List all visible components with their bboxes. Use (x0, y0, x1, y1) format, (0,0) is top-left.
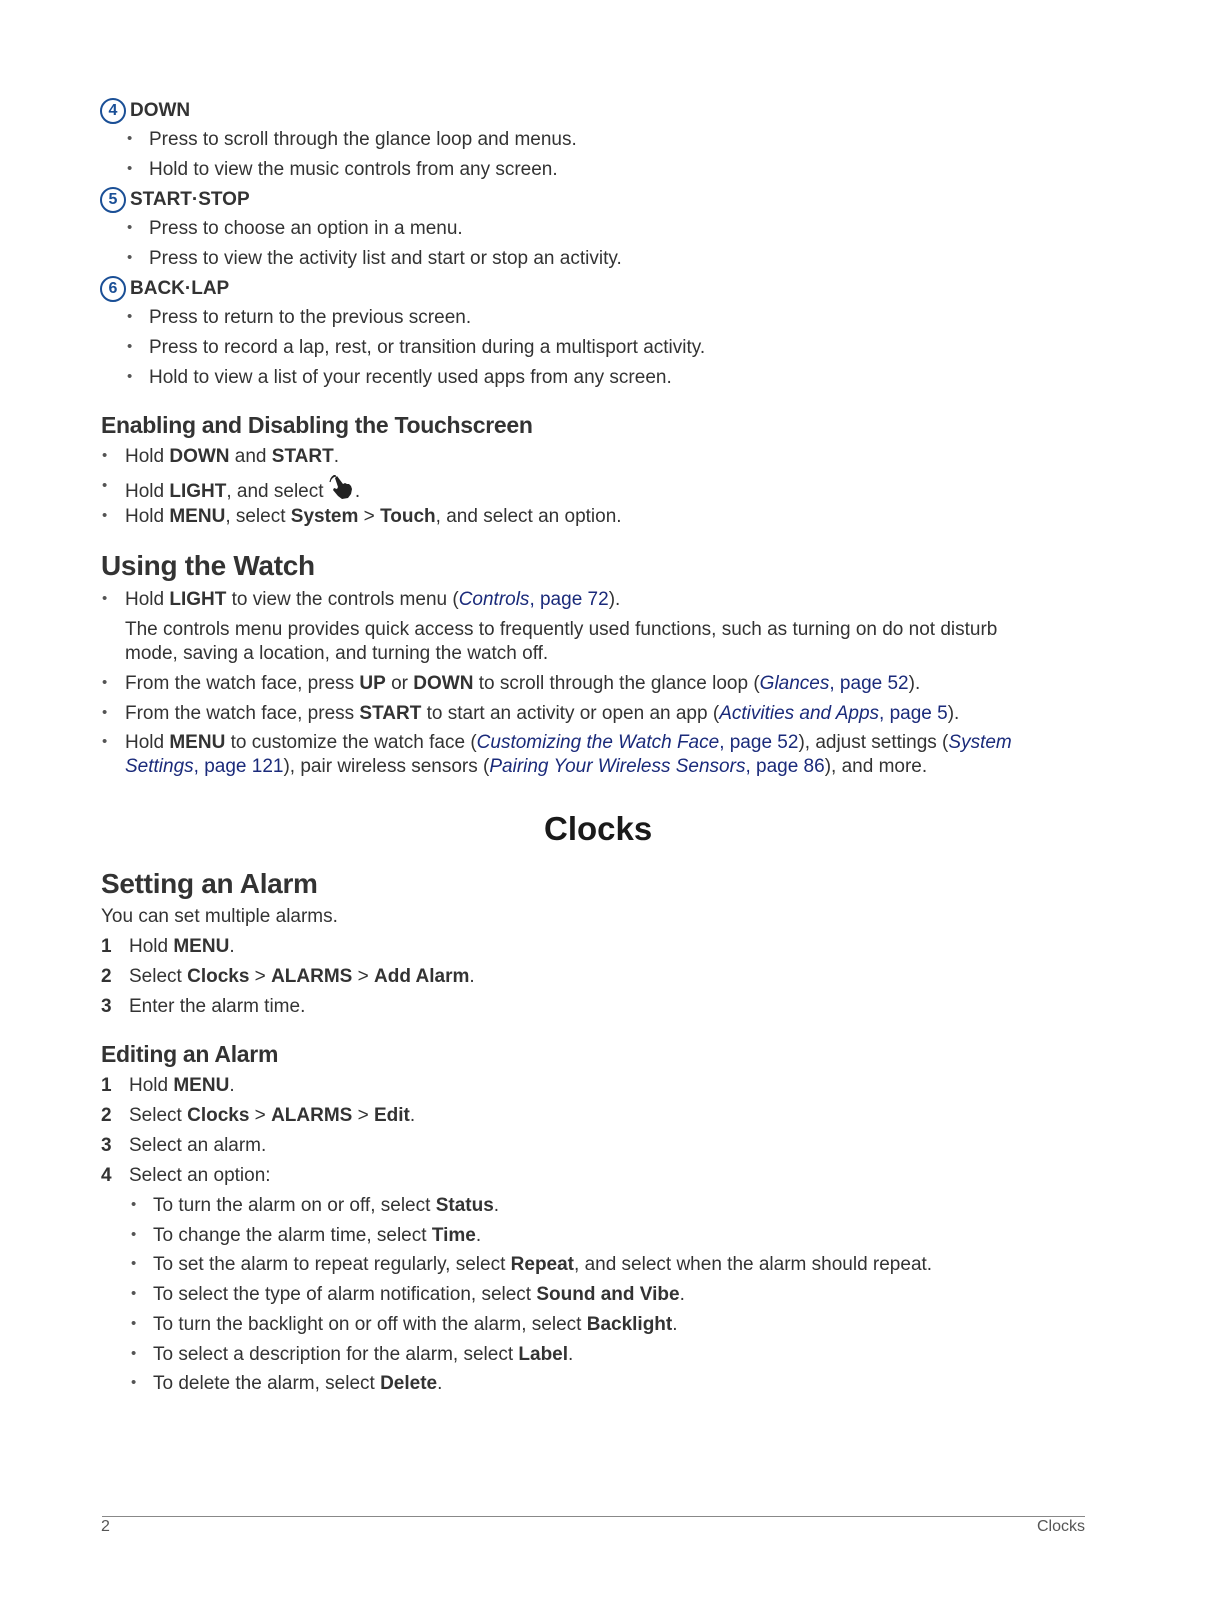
list-item-continuation: Settings, page 121), pair wireless sensors (Pairing Your Wireless Sensors, page 86), and more. (125, 756, 928, 777)
menu-item: Time (431, 1225, 476, 1246)
list-item: Press to record a lap, rest, or transition during a multisport activity. (149, 337, 706, 358)
section-heading-setting-alarm: Setting an Alarm (101, 868, 318, 899)
list-item: Hold LIGHT, and select . (125, 475, 360, 504)
option-item: To set the alarm to repeat regularly, select Repeat, and select when the alarm should repeat. (153, 1254, 933, 1275)
step-text: Select an alarm. (129, 1135, 267, 1156)
bullet: • (102, 674, 108, 691)
step-number: 3 (101, 996, 112, 1017)
menu-item: Backlight (586, 1314, 673, 1335)
menu-item: Repeat (510, 1254, 575, 1275)
key-label: BACK·LAP (130, 278, 230, 300)
option-item: To turn the alarm on or off, select Status. (153, 1195, 500, 1216)
link-customizing-watch-face[interactable]: Customizing the Watch Face, page 52 (476, 732, 799, 753)
step-text: Select Clocks > ALARMS > Add Alarm. (129, 966, 475, 987)
link-system-settings[interactable]: System (948, 732, 1012, 753)
option-item: To delete the alarm, select Delete. (153, 1373, 443, 1394)
page-number: 2 (101, 1518, 110, 1535)
key-heading-start-stop (100, 187, 250, 213)
bullet: • (102, 704, 108, 721)
bullet: • (102, 507, 108, 524)
footer-divider (102, 1516, 1085, 1517)
callout-number: 4 (100, 98, 126, 124)
bullet: • (131, 1315, 137, 1332)
list-item: Hold MENU to customize the watch face (Customizing the Watch Face, page 52), adjust settings (System (125, 732, 1012, 753)
paragraph-line: The controls menu provides quick access to frequently used functions, such as turning on do not disturb (125, 619, 998, 640)
menu-item: Add Alarm (374, 966, 470, 987)
bullet: • (131, 1255, 137, 1272)
option-item: To turn the backlight on or off with the alarm, select Backlight. (153, 1314, 678, 1335)
link-glances[interactable]: Glances, page 52 (759, 673, 909, 694)
key-name: MENU (169, 506, 226, 527)
callout-number: 5 (100, 187, 126, 213)
bullet: • (131, 1374, 137, 1391)
chapter-title: Clocks (544, 810, 653, 847)
key-name: DOWN (413, 673, 474, 694)
key-label: DOWN (130, 100, 191, 122)
bullet: • (102, 447, 108, 464)
key-name: DOWN (169, 446, 230, 467)
list-item: Press to choose an option in a menu. (149, 218, 463, 239)
key-name: MENU (173, 1075, 230, 1096)
bullet: • (127, 249, 133, 266)
menu-item: Delete (380, 1373, 438, 1394)
key-name: START (359, 703, 422, 724)
menu-item: ALARMS (271, 966, 353, 987)
menu-item: ALARMS (271, 1105, 353, 1126)
step-text: Enter the alarm time. (129, 996, 306, 1017)
list-item: Press to scroll through the glance loop and menus. (149, 129, 577, 150)
bullet: • (131, 1196, 137, 1213)
key-name: LIGHT (169, 589, 227, 610)
link-pairing-sensors[interactable]: Pairing Your Wireless Sensors, page 86 (489, 756, 825, 777)
intro-text: You can set multiple alarms. (101, 906, 338, 927)
key-name: MENU (169, 732, 226, 753)
bullet: • (131, 1345, 137, 1362)
list-item: Hold to view the music controls from any screen. (149, 159, 558, 180)
footer-section-name: Clocks (1037, 1518, 1086, 1535)
bullet: • (102, 477, 108, 494)
step-number: 4 (101, 1165, 112, 1186)
bullet: • (127, 130, 133, 147)
step-text: Hold MENU. (129, 1075, 235, 1096)
list-item: Hold to view a list of your recently used apps from any screen. (149, 367, 672, 388)
step-text: Select an option: (129, 1165, 271, 1186)
step-number: 2 (101, 966, 112, 987)
key-name: MENU (173, 936, 230, 957)
list-item: Hold MENU, select System > Touch, and select an option. (125, 506, 622, 527)
bullet: • (131, 1226, 137, 1243)
callout-number: 6 (100, 276, 126, 302)
section-heading-using-watch: Using the Watch (101, 550, 315, 581)
bullet: • (127, 219, 133, 236)
menu-item: Clocks (187, 1105, 250, 1126)
touch-hand-icon (329, 475, 355, 499)
list-item: From the watch face, press START to start an activity or open an app (Activities and Apps, page 5). (125, 703, 960, 724)
bullet: • (131, 1285, 137, 1302)
menu-item: System (290, 506, 359, 527)
menu-item: Touch (380, 506, 436, 527)
menu-item: Clocks (187, 966, 250, 987)
list-item: From the watch face, press UP or DOWN to scroll through the glance loop (Glances, page 52). (125, 673, 921, 694)
bullet: • (102, 590, 108, 607)
menu-item: Sound and Vibe (536, 1284, 680, 1305)
section-heading-touchscreen: Enabling and Disabling the Touchscreen (101, 412, 533, 438)
option-item: To select the type of alarm notification, select Sound and Vibe. (153, 1284, 685, 1305)
paragraph-line: mode, saving a location, and turning the watch off. (125, 643, 549, 664)
key-heading-back-lap (100, 276, 229, 302)
bullet: • (127, 338, 133, 355)
key-name: START (271, 446, 334, 467)
menu-item: Status (435, 1195, 494, 1216)
key-label: START·STOP (130, 189, 250, 211)
step-text: Hold MENU. (129, 936, 235, 957)
menu-item: Edit (374, 1105, 410, 1126)
step-number: 1 (101, 936, 112, 957)
list-item: Press to return to the previous screen. (149, 307, 472, 328)
section-heading-editing-alarm: Editing an Alarm (101, 1041, 279, 1067)
option-item: To change the alarm time, select Time. (153, 1225, 482, 1246)
link-controls[interactable]: Controls, page 72 (458, 589, 609, 610)
list-item: Hold DOWN and START. (125, 446, 339, 467)
key-heading-down (100, 98, 190, 124)
list-item: Hold LIGHT to view the controls menu (Controls, page 72). (125, 589, 621, 610)
step-number: 2 (101, 1105, 112, 1126)
bullet: • (127, 308, 133, 325)
link-activities-apps[interactable]: Activities and Apps, page 5 (719, 703, 948, 724)
key-name: UP (359, 673, 386, 694)
key-name: LIGHT (169, 481, 227, 502)
step-number: 1 (101, 1075, 112, 1096)
step-number: 3 (101, 1135, 112, 1156)
list-item: Press to view the activity list and start or stop an activity. (149, 248, 622, 269)
bullet: • (127, 160, 133, 177)
step-text: Select Clocks > ALARMS > Edit. (129, 1105, 416, 1126)
bullet: • (127, 368, 133, 385)
option-item: To select a description for the alarm, select Label. (153, 1344, 574, 1365)
menu-item: Label (518, 1344, 569, 1365)
link-system-settings[interactable]: Settings, page 121 (125, 756, 284, 777)
bullet: • (102, 733, 108, 750)
